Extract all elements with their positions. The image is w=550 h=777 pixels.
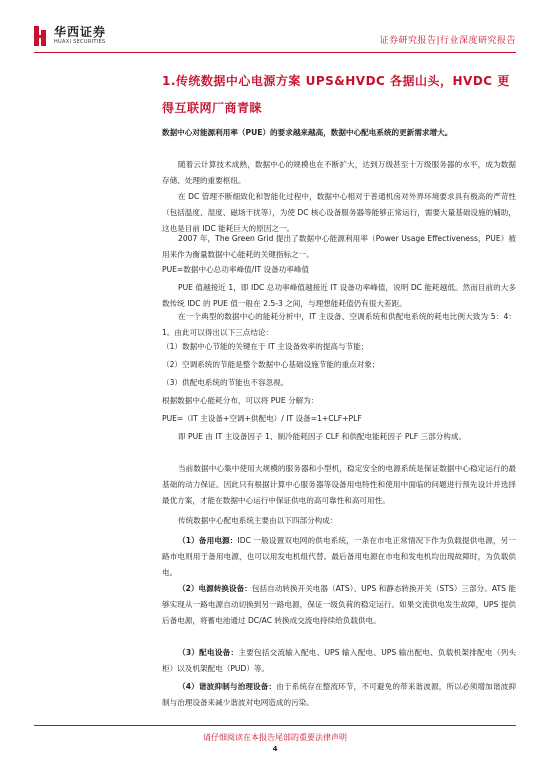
component-description: IDC 一般设置双电网的供电系统，一条在市电正常情况下作为负载提供电源，另一路市电则用于备用电源，也可以用发电机组代替。最后备用电源在市电和发电机均出现故障时，为负载供电。 [162,536,516,577]
conclusion-item: （2）空调系统的节能是整个数据中心基础设施节能的重点对象； [162,360,380,369]
component-heading: （2）电源转换设备： [178,584,252,593]
paragraph: PUE 值越接近 1，即 IDC 总功率峰值越接近 IT 设备功率峰值，说明 DC 能耗越低。然而目前的大多数传统 IDC 的 PUE 值一般在 2.5-3 之间，与理想能耗值仍有很大差距。 [162,283,516,308]
logo-english-name: HUAXI SECURITIES [54,39,106,45]
header-divider [34,52,516,53]
footer-divider [34,725,516,726]
formula-pue-decomposition: PUE=（IT 主设备+空调+供配电）/ IT 设备=1+CLF+PLF [162,414,362,423]
paragraph: 当前数据中心集中使用大规模的服务器和小型机，稳定安全的电源系统是保证数据中心稳定运行的最基础的动力保证。因此只有根据计算中心服务器等设备用电特性和使用中面临的问题进行预先设计并选择最优方案，才能在数据中心运行中保证供电的高可靠性和高可用性。 [162,464,516,505]
component-heading: （3）配电设备： [178,648,239,657]
section-title: 1.传统数据中心电源方案 UPS&HVDC 各据山头，HVDC 更得互联网厂商青睐 [162,74,510,115]
paragraph: 即 PUE 由 IT 主设备因子 1、制冷能耗因子 CLF 和供配电能耗因子 PLF 三部分构成。 [178,432,467,441]
page-number: 4 [272,745,278,753]
paragraph: 随着云计算技术成熟，数据中心的规模也在不断扩大，达到万级甚至十万级服务器的水平，成为数据存储、处理的重要枢纽。 [162,160,516,185]
report-type: 证券研究报告|行业深度研究报告 [379,36,516,46]
logo-mark-icon [34,26,50,46]
component-description: 由于系统存在整流环节，不可避免的带来谐波源，所以必须增加谐波抑制与治理设备来减少谐波对电网造成的污染。 [162,682,516,707]
component-heading: （4）谐波抑制与治理设备： [178,682,277,691]
intro-highlight: 数据中心对能源利用率（PUE）的要求越来越高，数据中心配电系统的更新需求增大。 [162,128,453,137]
component-power-conversion [162,581,516,629]
conclusion-item: （3）供配电系统的节能也不容忽视。 [162,378,289,387]
component-description: 主要包括交流输入配电、UPS 输入配电、UPS 输出配电、负载机架排配电（列头柜）以及机架配电（PUD）等。 [162,648,516,673]
conclusion-item: （1）数据中心节能的关键在于 IT 主设备效率的提高与节能； [162,342,369,351]
component-harmonic-control [162,679,516,711]
page-header [0,0,550,62]
paragraph: 2007 年，The Green Grid 提出了数据中心能源利用率（Power Usage Effectiveness，PUE）被用来作为衡量数据中心能耗的关键指标之一。 [162,234,516,259]
paragraph: 在 DC 管理不断细致化和智能化过程中，数据中心相对于普通机房对外界环境要求具有极高的严苛性（包括温度、湿度、磁场干扰等），为使 DC 核心设备服务器等能够正常运行，需要大量基础设施的辅助，这也是目前 IDC 能耗巨大的原因之一。 [162,192,516,233]
company-logo [34,26,106,46]
legal-disclaimer: 请仔细阅读在本报告尾部的重要法律声明 [203,733,347,742]
logo-chinese-name: 华西证券 [54,25,107,39]
paragraph: 根据数据中心能耗分布，可以将 PUE 分解为： [162,396,319,405]
component-backup-power [162,533,516,581]
component-distribution [162,645,516,677]
component-heading: （1）备用电源： [178,536,238,545]
paragraph: 传统数据中心配电系统主要由以下四部分构成： [178,516,338,525]
formula-pue: PUE=数据中心总功率峰值/IT 设备功率峰值 [162,265,310,274]
component-description: 包括自动转换开关电器（ATS）、UPS 和静态转换开关（STS）三部分。ATS 能够实现从一路电源自动切换到另一路电源，保证一级负荷的稳定运行。如果交流供电发生故障，UPS 提供后备电源，将蓄电池通过 DC/AC 转换成交流电持续给负载供电。 [162,584,516,625]
paragraph: 在一个典型的数据中心的能耗分析中，IT 主设备、空调系统和供配电系统的耗电比例大致为 5：4：1。由此可以得出以下三点结论： [162,312,516,337]
